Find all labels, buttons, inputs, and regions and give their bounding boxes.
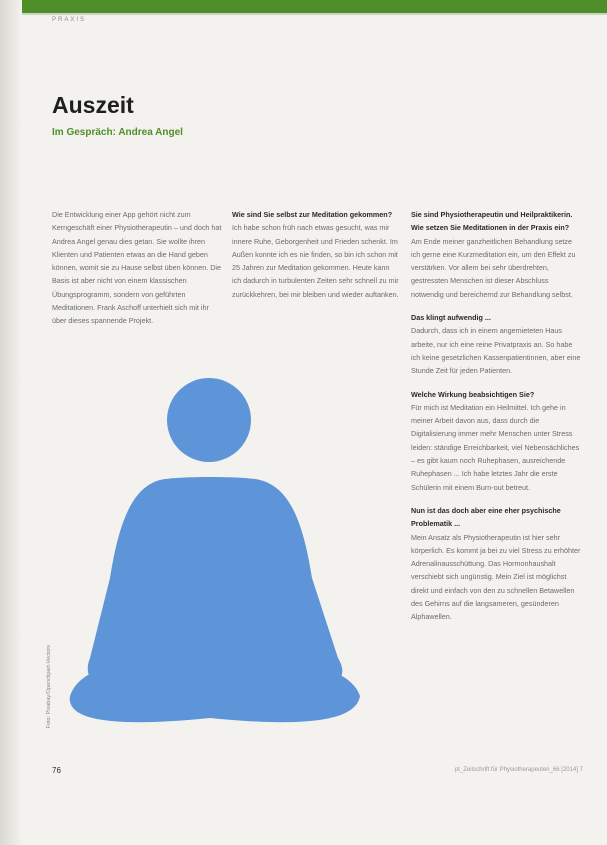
column-1 — [52, 208, 222, 328]
question-4: Welche Wirkung beabsichtigen Sie? — [411, 389, 535, 399]
answer-2: Am Ende meiner ganzheitlichen Behandlung setze ich gerne eine Kurzmeditation ein, um den Effekt zu verstärken. Vor allem bei sehr überdrehten, gestressten Menschen ist dieser Abschluss notwendig und bereichernd zur Behandlung selbst. — [411, 236, 576, 299]
question-3: Das klingt aufwendig ... — [411, 313, 491, 323]
figure-legs-icon — [70, 662, 360, 722]
article-subtitle: Im Gespräch: Andrea Angel — [52, 127, 183, 138]
article-title: Auszeit — [52, 92, 134, 118]
answer-5: Mein Ansatz als Physiotherapeutin ist hier sehr körperlich. Es kommt ja bei zu viel Stress zu erhöhter Adrenalinausschüttung. Das Hormonhaushalt verschiebt sich ungünstig. Mein Ziel ist möglichst direkt und einfach von den zu schnellen Betawellen des Gehirns auf die langsameren, gesünderen Alphawellen. — [411, 532, 581, 622]
figure-head-icon — [167, 378, 251, 462]
meditation-figure-illustration — [60, 378, 400, 738]
page-number: 76 — [52, 766, 61, 775]
top-accent-bar — [22, 0, 607, 13]
publication-footer: pt_Zeitschrift für Physiotherapeuten_66 [2014] 7 — [454, 767, 583, 773]
page-fold-shadow — [0, 0, 22, 845]
figure-body-icon — [88, 477, 343, 696]
question-5: Nun ist das doch aber eine eher psychische Problematik ... — [411, 505, 561, 529]
section-label: PRAXIS — [52, 17, 87, 23]
question-2: Sie sind Physiotherapeutin und Heilpraktikerin. Wie setzen Sie Meditationen in der Praxis ein? — [411, 210, 573, 233]
answer-3: Dadurch, dass ich in einem angemieteten Haus arbeite, nur ich eine reine Privatpraxis an. So habe ich keine gesetzlichen Kassenpatientinnen, aber eine Stunde Zeit für jeden Patienten. — [411, 326, 581, 376]
column-3 — [411, 208, 581, 624]
article-intro: Die Entwicklung einer App gehört nicht zum Kerngeschäft einer Physiotherapeutin – und doch hat Andrea Angel genau dies getan. Sie wollte ihren Klienten und Patienten etwas an die Hand geben können, womit sie zu Hause selbst üben können. Die Basis ist aber nicht von einem klassischen Übungsprogramm, sondern von geführten Meditationen. Frank Aschoff unterhielt sich mit ihr über dieses spannende Projekt. — [52, 210, 222, 326]
photo-credit: Foto: Pixabay/Openclipart-Vectors — [46, 645, 52, 729]
answer-1: Ich habe schon früh nach etwas gesucht, was mir innere Ruhe, Geborgenheit und Frieden schenkt. Im Außen konnte ich es nie finden, so bin ich schon mit 25 Jahren zur Meditation gekommen. Heute kann ich dadurch in turbulenten Zeiten sehr schnell zu mir zurückkehren, bei mir bleiben und wieder auftanken. — [232, 223, 399, 299]
answer-4: Für mich ist Meditation ein Heilmittel. Ich gehe in meiner Arbeit davon aus, dass durch die Digitalisierung immer mehr Menschen unter Stress leiden: ständige Erreichbarkeit, viel Nebensächliches – es gibt kaum noch Ruhephasen, ausreichende Ruhephasen ... Ich habe letztes Jahr die erste Schülerin mit einem Burn-out betreut. — [411, 402, 580, 492]
top-accent-shadow — [22, 13, 607, 15]
column-2 — [232, 208, 400, 301]
question-1: Wie sind Sie selbst zur Meditation gekommen? — [232, 210, 393, 219]
